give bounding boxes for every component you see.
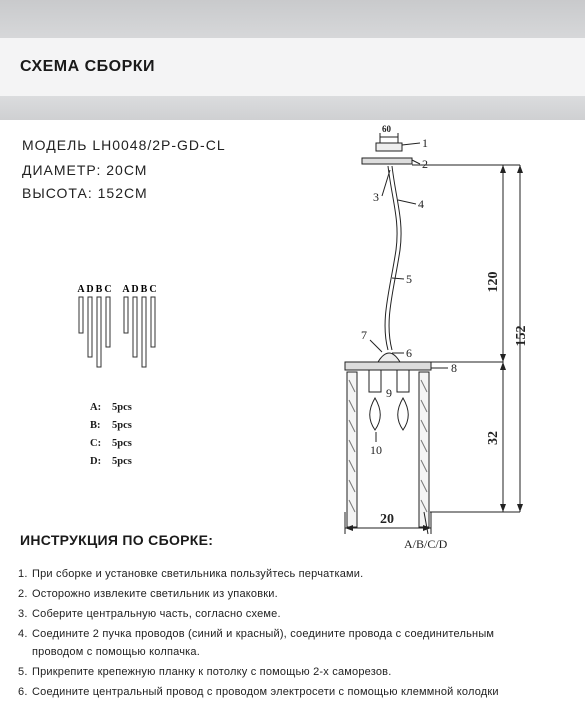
leader-5 xyxy=(392,278,404,279)
suspension-cable xyxy=(385,166,397,350)
dim-20-label: 20 xyxy=(380,512,394,527)
mounting-bracket xyxy=(362,158,412,164)
dim-152-label: 152 xyxy=(514,325,529,347)
part-label-2: 2 xyxy=(422,157,428,171)
list-item: 6. Соедините центральный провод с проводом электросети с помощью клеммной колодки xyxy=(18,686,499,698)
list-item: 4. Соедините 2 пучка проводов (синий и красный), соедините провода с соединительным проводом с помощью колпачка. xyxy=(18,628,495,658)
lamp-holder xyxy=(397,370,409,392)
part-label-10: 10 xyxy=(370,443,382,457)
part-label-9: 9 xyxy=(386,386,392,400)
dim-32-label: 32 xyxy=(486,431,501,445)
crystal-letter: D xyxy=(131,284,139,295)
crystal-left xyxy=(347,372,357,527)
bulb xyxy=(398,398,409,430)
list-item: 3. Соберите центральную часть, согласно схеме. xyxy=(18,608,281,620)
dim-top-label: 60 xyxy=(382,124,391,134)
list-item: 2. Осторожно извлеките светильник из упаковки. xyxy=(18,588,278,600)
dim-120-label: 120 xyxy=(486,271,501,293)
part-label-8: 8 xyxy=(451,361,457,375)
bulb xyxy=(370,398,381,430)
crystal-letter: B xyxy=(140,284,148,295)
crystal-right xyxy=(419,372,429,527)
part-label-7: 7 xyxy=(361,328,367,342)
instructions-list xyxy=(18,565,583,703)
lamp-holder xyxy=(369,370,381,392)
crystal-letter: A xyxy=(122,284,130,295)
list-item: 5. Прикрепите крепежную планку к потолку с помощью 2-х саморезов. xyxy=(18,666,392,678)
legend-row-c: C: 5pcs xyxy=(90,438,132,449)
part-label-5: 5 xyxy=(406,272,412,286)
legend-row-d: D: 5pcs xyxy=(90,456,132,467)
leader-1 xyxy=(402,143,420,145)
leader-2 xyxy=(412,160,420,164)
canopy xyxy=(376,143,402,151)
spec-height: ВЫСОТА: 152СМ xyxy=(22,185,148,201)
crystal-letter: A xyxy=(77,284,85,295)
leader-7 xyxy=(370,340,382,352)
top-ring xyxy=(345,362,431,370)
part-label-4: 4 xyxy=(418,197,424,211)
list-item: 1. При сборке и установке светильника пользуйтесь перчатками. xyxy=(18,568,364,580)
spec-model: МОДЕЛЬ LH0048/2P-GD-CL xyxy=(22,137,226,153)
leader-4 xyxy=(398,200,416,204)
legend-row-b: B: 5pcs xyxy=(90,420,132,431)
page-title: СХЕМА СБОРКИ xyxy=(20,58,156,75)
legend-row-a: A: 5pcs xyxy=(90,402,132,413)
crystal-letter: B xyxy=(95,284,103,295)
instructions-title: ИНСТРУКЦИЯ ПО СБОРКЕ: xyxy=(20,532,214,548)
part-label-3: 3 xyxy=(373,190,379,204)
crystal-letter: C xyxy=(104,284,112,295)
lamp-cap xyxy=(378,353,400,362)
crystal-letter: C xyxy=(149,284,157,295)
crystal-letter: D xyxy=(86,284,94,295)
spec-diameter: ДИАМЕТР: 20СМ xyxy=(22,162,148,178)
part-label-6: 6 xyxy=(406,346,412,360)
part-label-1: 1 xyxy=(422,136,428,150)
abcd-label: A/B/C/D xyxy=(404,537,448,551)
